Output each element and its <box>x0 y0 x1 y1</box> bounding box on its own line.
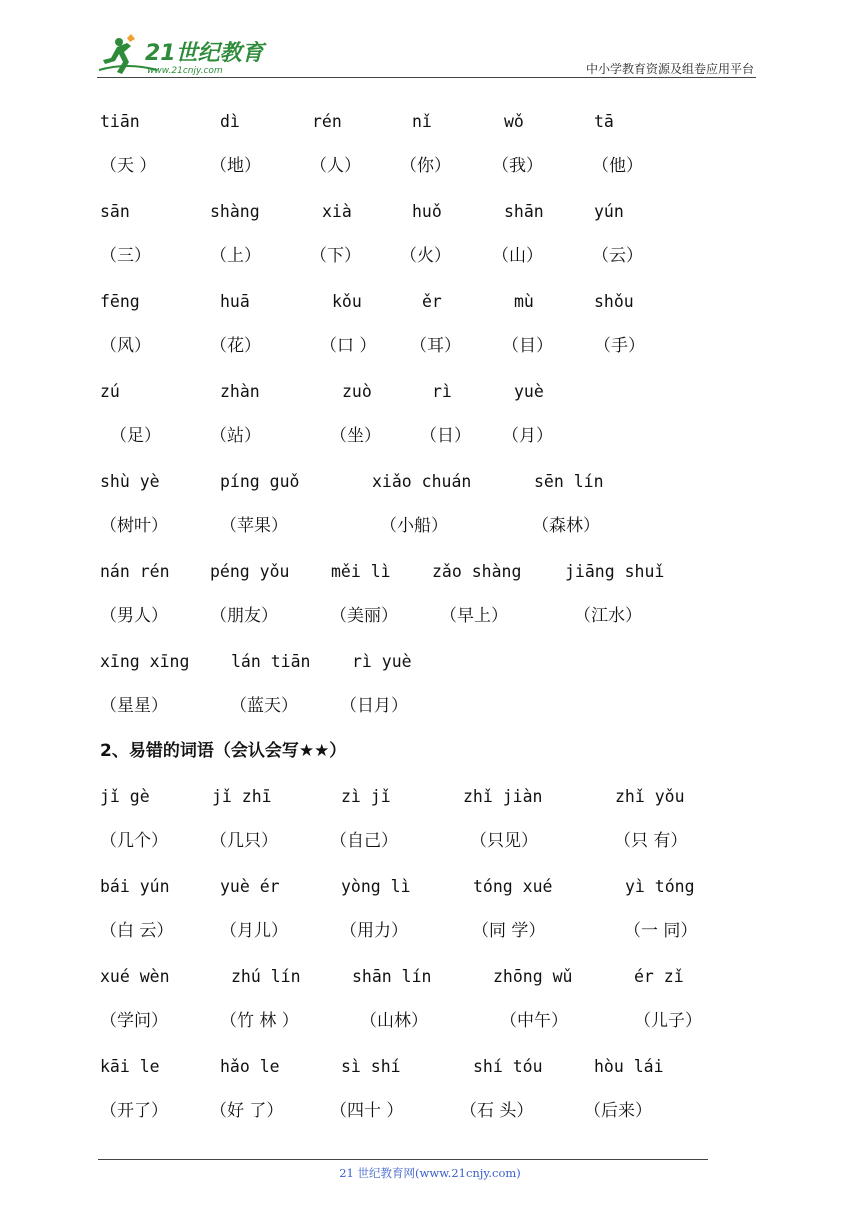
pinyin-row <box>0 290 860 314</box>
pinyin-cell: tā <box>594 112 614 131</box>
logo-text: 21世纪教育 <box>145 41 264 66</box>
hanzi-cell: （云） <box>592 246 643 266</box>
hanzi-cell: （天 ） <box>100 156 157 176</box>
hanzi-cell: （月儿） <box>220 921 288 941</box>
pinyin-cell: rén <box>312 112 342 131</box>
pinyin-cell: sēn lín <box>534 472 604 491</box>
hanzi-cell: （山） <box>492 246 543 266</box>
pinyin-cell: lán tiān <box>231 652 311 671</box>
hanzi-cell: （三） <box>100 246 151 266</box>
pinyin-cell: shàng <box>210 202 260 221</box>
hanzi-cell: （火） <box>400 246 451 266</box>
pinyin-row <box>0 965 860 989</box>
hanzi-cell: （日月） <box>340 696 408 716</box>
hanzi-cell: （站） <box>210 426 261 446</box>
pinyin-cell: zú <box>100 382 120 401</box>
hanzi-cell: （星星） <box>100 696 168 716</box>
hanzi-cell: （只 有） <box>614 831 688 851</box>
header-divider <box>97 77 756 78</box>
pinyin-cell: xīng xīng <box>100 652 190 671</box>
pinyin-cell: rì <box>432 382 452 401</box>
pinyin-cell: xiǎo chuán <box>372 472 472 491</box>
hanzi-cell: （坐） <box>330 426 381 446</box>
hanzi-cell: （几个） <box>100 831 168 851</box>
hanzi-cell: （中午） <box>500 1011 568 1031</box>
hanzi-cell: （自己） <box>330 831 398 851</box>
pinyin-cell: píng guǒ <box>220 472 300 491</box>
pinyin-cell: zǎo shàng <box>432 562 522 581</box>
pinyin-cell: xià <box>322 202 352 221</box>
pinyin-cell: zhàn <box>220 382 260 401</box>
hanzi-cell: （手） <box>594 336 645 356</box>
hanzi-row <box>0 919 860 943</box>
pinyin-cell: xué wèn <box>100 967 170 986</box>
logo-runner-icon <box>97 30 267 80</box>
hanzi-cell: （开了） <box>100 1101 168 1121</box>
pinyin-cell: měi lì <box>331 562 391 581</box>
pinyin-cell: jǐ zhī <box>212 787 272 806</box>
pinyin-cell: yòng lì <box>341 877 411 896</box>
pinyin-cell: péng yǒu <box>210 562 290 581</box>
pinyin-cell: shǒu <box>594 292 634 311</box>
pinyin-cell: kǒu <box>332 292 362 311</box>
pinyin-row <box>0 380 860 404</box>
footer-text: 21 世纪教育网(www.21cnjy.com) <box>339 1166 521 1180</box>
pinyin-cell: jǐ gè <box>100 787 150 806</box>
hanzi-cell: （小船） <box>380 516 448 536</box>
pinyin-cell: shù yè <box>100 472 160 491</box>
hanzi-cell: （用力） <box>340 921 408 941</box>
section-heading: 2、易错的词语（会认会写★★） <box>100 741 347 761</box>
hanzi-cell: （男人） <box>100 606 168 626</box>
hanzi-cell: （目） <box>502 336 553 356</box>
hanzi-cell: （白 云） <box>100 921 174 941</box>
hanzi-row <box>0 154 860 178</box>
pinyin-cell: huā <box>220 292 250 311</box>
hanzi-cell: （树叶） <box>100 516 168 536</box>
hanzi-row <box>0 244 860 268</box>
pinyin-row <box>0 560 860 584</box>
hanzi-cell: （月） <box>502 426 553 446</box>
hanzi-cell: （口 ） <box>320 336 377 356</box>
hanzi-cell: （花） <box>210 336 261 356</box>
pinyin-cell: nán rén <box>100 562 170 581</box>
site-logo <box>97 30 267 80</box>
hanzi-cell: （学问） <box>100 1011 168 1031</box>
pinyin-row <box>0 470 860 494</box>
pinyin-cell: zuò <box>342 382 372 401</box>
pinyin-cell: yún <box>594 202 624 221</box>
pinyin-cell: zhǐ jiàn <box>463 787 543 806</box>
platform-name: 中小学教育资源及组卷应用平台 <box>585 62 754 76</box>
hanzi-cell: （你） <box>400 156 451 176</box>
hanzi-cell: （他） <box>592 156 643 176</box>
hanzi-cell: （早上） <box>440 606 508 626</box>
pinyin-cell: hòu lái <box>594 1057 664 1076</box>
pinyin-row <box>0 785 860 809</box>
pinyin-cell: ér zǐ <box>634 967 684 986</box>
hanzi-cell: （我） <box>492 156 543 176</box>
hanzi-cell: （风） <box>100 336 151 356</box>
hanzi-cell: （好 了） <box>210 1101 284 1121</box>
pinyin-cell: hǎo le <box>220 1057 280 1076</box>
pinyin-cell: kāi le <box>100 1057 160 1076</box>
hanzi-cell: （江水） <box>574 606 642 626</box>
pinyin-cell: tiān <box>100 112 140 131</box>
hanzi-row <box>0 604 860 628</box>
hanzi-row <box>0 1099 860 1123</box>
pinyin-cell: yuè ér <box>220 877 280 896</box>
pinyin-cell: fēng <box>100 292 140 311</box>
hanzi-cell: （同 学） <box>472 921 546 941</box>
pinyin-cell: huǒ <box>412 202 442 221</box>
pinyin-cell: zhú lín <box>231 967 301 986</box>
hanzi-cell: （地） <box>210 156 261 176</box>
logo-url: www.21cnjy.com <box>147 66 223 76</box>
hanzi-row <box>0 334 860 358</box>
hanzi-cell: （日） <box>420 426 471 446</box>
pinyin-cell: zhōng wǔ <box>493 967 573 986</box>
pinyin-cell: jiāng shuǐ <box>565 562 665 581</box>
pinyin-cell: wǒ <box>504 112 524 131</box>
hanzi-cell: （几只） <box>210 831 278 851</box>
pinyin-row <box>0 650 860 674</box>
footer-divider <box>98 1159 708 1160</box>
pinyin-cell: nǐ <box>412 112 432 131</box>
hanzi-cell: （朋友） <box>210 606 278 626</box>
pinyin-row <box>0 200 860 224</box>
pinyin-cell: dì <box>220 112 240 131</box>
hanzi-row <box>0 424 860 448</box>
pinyin-cell: ěr <box>422 292 442 311</box>
pinyin-cell: mù <box>514 292 534 311</box>
hanzi-cell: （石 头） <box>460 1101 534 1121</box>
hanzi-cell: （耳） <box>410 336 461 356</box>
hanzi-cell: （蓝天） <box>230 696 298 716</box>
hanzi-row <box>0 829 860 853</box>
hanzi-cell: （四十 ） <box>330 1101 404 1121</box>
pinyin-cell: shān <box>504 202 544 221</box>
hanzi-cell: （后来） <box>584 1101 652 1121</box>
pinyin-cell: yì tóng <box>625 877 695 896</box>
hanzi-cell: （上） <box>210 246 261 266</box>
hanzi-cell: （森林） <box>532 516 600 536</box>
pinyin-cell: yuè <box>514 382 544 401</box>
pinyin-cell: shí tóu <box>473 1057 543 1076</box>
hanzi-cell: （竹 林 ） <box>220 1011 299 1031</box>
hanzi-row <box>0 1009 860 1033</box>
hanzi-cell: （山林） <box>360 1011 428 1031</box>
pinyin-cell: zì jǐ <box>341 787 391 806</box>
pinyin-cell: sān <box>100 202 130 221</box>
hanzi-cell: （美丽） <box>330 606 398 626</box>
hanzi-cell: （一 同） <box>624 921 698 941</box>
hanzi-cell: （只见） <box>470 831 538 851</box>
hanzi-cell: （下） <box>310 246 361 266</box>
pinyin-cell: shān lín <box>352 967 432 986</box>
pinyin-cell: zhǐ yǒu <box>615 787 685 806</box>
hanzi-row <box>0 694 860 718</box>
hanzi-cell: （儿子） <box>634 1011 702 1031</box>
pinyin-cell: tóng xué <box>473 877 553 896</box>
hanzi-cell: （人） <box>310 156 361 176</box>
pinyin-cell: bái yún <box>100 877 170 896</box>
hanzi-cell: （苹果） <box>220 516 288 536</box>
pinyin-cell: sì shí <box>341 1057 401 1076</box>
pinyin-cell: rì yuè <box>352 652 412 671</box>
hanzi-cell: （足） <box>110 426 161 446</box>
pinyin-row <box>0 875 860 899</box>
hanzi-row <box>0 514 860 538</box>
pinyin-row <box>0 110 860 134</box>
pinyin-row <box>0 1055 860 1079</box>
